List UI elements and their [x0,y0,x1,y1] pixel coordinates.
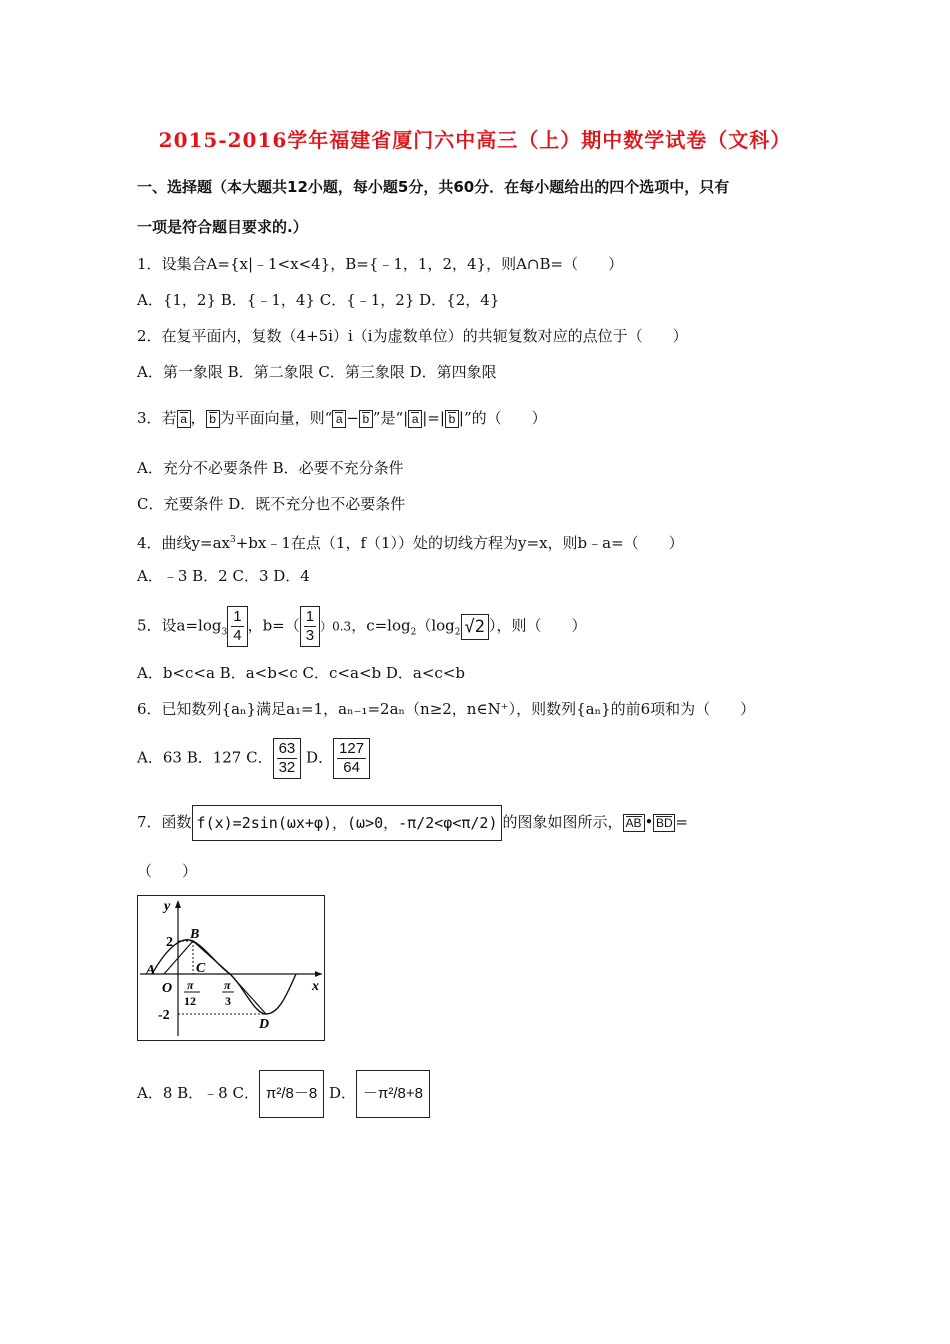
section-header-line1: 一、选择题（本大题共12小题，每小题5分，共60分．在每小题给出的四个选项中，只有 [137,178,730,196]
q3-stem: 3．若 a ， b 为平面向量，则“ a − b ”是“| a |=| b |”的（ ） [137,409,547,427]
tick-label-minus-2: -2 [158,1008,170,1023]
segment-cd [230,974,266,1014]
q4-stem-b: +bx﹣1在点（1，f（1））处的切线方程为y=x，则b﹣a=（ ） [235,534,684,552]
point-c-label: C [196,961,206,976]
sine-graph [137,895,325,1041]
vector-b: b [206,410,220,428]
x-tick-pi-12-num: π [187,978,194,992]
q6-opt-d: D． [301,748,334,767]
q4-exponent: 3 [230,535,236,545]
q5-b-exp: ）0.3 [320,619,352,634]
vector-a: a [408,410,422,428]
q7-function-formula: f(x)=2sin(ωx+φ)，(ω>0，-π/2<φ<π/2) [192,805,503,841]
fraction-denominator: 4 [233,627,242,644]
q2-stem: 2．在复平面内，复数（4+5i）i（i为虚数单位）的共轭复数对应的点位于（ ） [137,327,688,345]
q7-stem [137,805,688,841]
q6-options [137,738,370,779]
q5-c: ，c=log [351,616,411,635]
graph-svg [138,896,324,1040]
y-axis-arrow-icon [175,900,181,908]
q5-c-base: 2 [410,627,417,638]
point-d-label: D [259,1017,270,1032]
q3-mid2: ”是“| [372,409,409,427]
fraction-denominator: 32 [278,759,296,776]
q5-stem [137,606,587,647]
fraction-numerator: 1 [305,608,315,625]
vector-bd: BD [653,814,675,832]
q7-eq: = [675,813,688,831]
x-axis-arrow-icon [315,971,322,977]
q7-options [137,1070,430,1118]
dot-product: • [644,813,654,831]
sine-curve [152,940,296,1014]
q3-eq: |=| [422,409,445,427]
q4-options: A．﹣3 B．2 C．3 D．4 [137,567,310,585]
q1-options: A．{1，2} B．{﹣1，4} C．{﹣1，2} D．{2，4} [137,291,500,309]
vector-a: a [177,410,191,428]
y-axis-label: y [164,899,171,914]
q4-stem-a: 4．曲线y=ax [137,534,230,552]
q5-c-mid: （log [416,616,455,635]
x-tick-pi-3-den: 3 [225,994,231,1008]
vector-b: b [359,410,373,428]
vector-a: a [332,410,346,428]
sqrt-2: √2 [461,614,489,640]
q7-opt-ab: A．8 B．﹣8 C． [137,1084,259,1102]
q3-options-2: C．充要条件 D．既不充分也不必要条件 [137,495,406,513]
q5-a-base: 3 [221,627,228,638]
fraction-numerator: 1 [233,608,242,625]
exam-title: 2015-2016学年福建省厦门六中高三（上）期中数学试卷（文科） [158,128,792,152]
q1-stem: 1．设集合A={x|﹣1<x<4}，B={﹣1，1，2，4}，则A∩B=（ ） [137,255,624,273]
section-header-line2: 一项是符合题目要求的.） [137,218,308,236]
fraction-127-64 [333,738,370,779]
fraction-numerator: 63 [278,740,296,757]
q7-answer-paren: （ ） [137,862,198,880]
fraction-1-3 [300,606,320,647]
q5-b: ，b=（ [247,616,300,635]
origin-label: O [162,981,173,996]
x-axis-label: x [312,979,319,994]
q2-options: A．第一象限 B．第二象限 C．第三象限 D．第四象限 [137,363,497,381]
fraction-1-4 [227,606,247,647]
q3-mid: 为平面向量，则“ [219,409,333,427]
q6-opt-ab: A．63 B．127 C． [137,748,273,767]
fraction-63-32 [273,738,302,779]
q3-options-1: A．充分不必要条件 B．必要不充分条件 [137,459,404,477]
q5-end: ），则（ ） [488,616,587,635]
q7-option-c-expression: π²/8－8 [259,1070,324,1118]
q5-a: 5．设a=log [137,616,222,635]
q3-end: |”的（ ） [458,409,547,427]
q7-option-d-expression: －π²/8+8 [356,1070,430,1118]
q3-pre: 3．若 [137,409,177,427]
fraction-denominator: 64 [343,759,360,776]
vector-ab: AB [623,814,645,832]
q7-pre: 7．函数 [137,813,192,831]
x-tick-pi-12-den: 12 [184,994,196,1008]
point-b-label: B [190,927,200,942]
q7-opt-d: D． [324,1084,356,1102]
tick-label-2: 2 [166,935,173,950]
q5-c-base2: 2 [454,627,461,638]
fraction-denominator: 3 [305,627,315,644]
q7-post: 的图象如图所示， [502,813,623,831]
vector-b: b [445,410,459,428]
point-a-label: A [146,963,156,978]
q4-stem [137,529,684,554]
q5-options: A．b<c<a B．a<b<c C．c<a<b D．a<c<b [137,664,465,682]
fraction-numerator: 127 [339,740,365,757]
q6-stem: 6．已知数列{aₙ}满足a₁=1，aₙ₋₁=2aₙ（n≥2，n∈N⁺），则数列{aₙ}的前6项和为（ ） [137,700,756,718]
x-tick-pi-3-num: π [224,978,231,992]
